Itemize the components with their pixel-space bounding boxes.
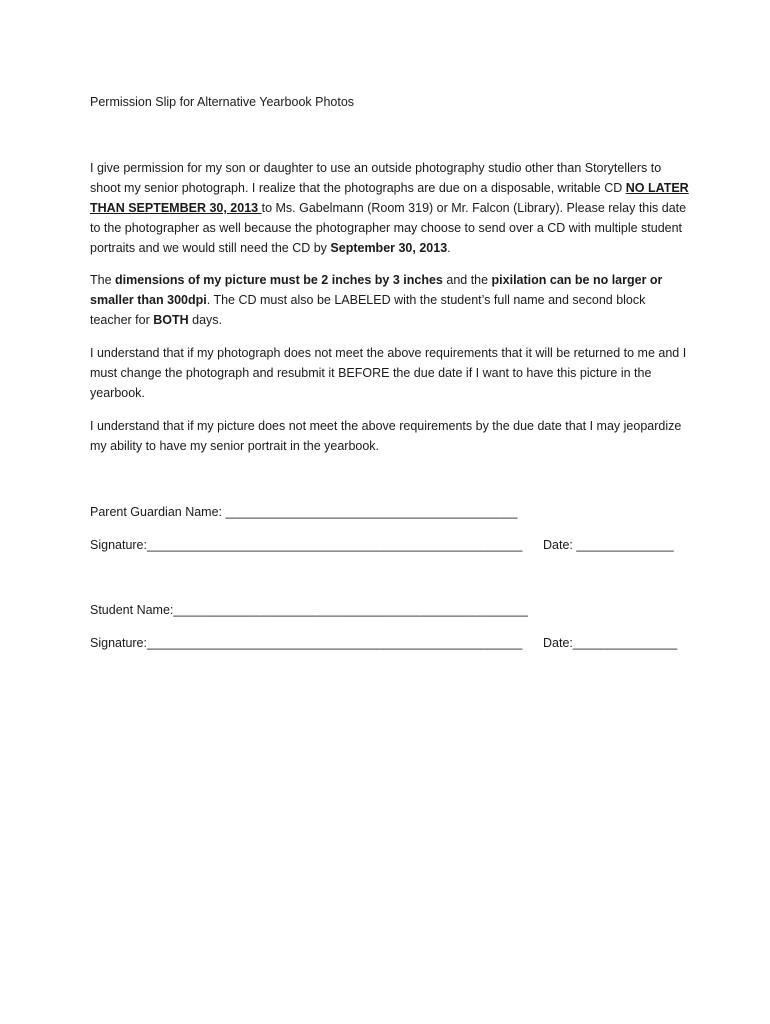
paragraph-return-policy: I understand that if my photograph does not meet the above requirements that it will be returned to me and I must change the photograph and resubmit it BEFORE the due date if I want to have this picture in the yearbook. (90, 346, 687, 400)
p2-pixilation-bold: pixilation can be no larger or smaller than 300dpi (90, 273, 663, 307)
p1-deadline-emphasis: NO LATER THAN SEPTEMBER 30, 2013 (90, 181, 689, 215)
p2-text-a: The (90, 273, 116, 287)
paragraph-requirements (90, 270, 690, 330)
p2-text-c: and the (442, 273, 492, 287)
student-name-field[interactable]: Student Name:___________________________________________________ (90, 603, 528, 617)
parent-signature-field[interactable]: Signature:______________________________________________________ (90, 538, 523, 552)
parent-guardian-name-field[interactable]: Parent Guardian Name: __________________________________________ (90, 505, 518, 519)
student-signature-field[interactable]: Signature:______________________________________________________ (90, 636, 523, 650)
p2-dimensions-bold: dimensions of my picture must be 2 inches by 3 inches (115, 273, 443, 287)
p1-date-bold: September 30, 2013 (330, 241, 448, 255)
p2-both-bold: BOTH (153, 313, 189, 327)
p1-text-c: to Ms. Gabelmann (Room 319) or Mr. Falcon (Library). Please relay this date to the photographer as well because the photographer may choose to send over a CD with multiple student portraits and we would still need the CD by (90, 201, 687, 255)
p1-text-e: . (447, 241, 451, 255)
paragraph-permission (90, 158, 690, 258)
p1-text-a: I give permission for my son or daughter to use an outside photography studio other than Storytellers to shoot my senior photograph. I realize that the photographs are due on a disposable, writable CD (90, 161, 662, 195)
paragraph-jeopardize: I understand that if my picture does not meet the above requirements by the due date that I may jeopardize my ability to have my senior portrait in the yearbook. (90, 419, 682, 453)
student-date-field[interactable]: Date:_______________ (543, 636, 678, 650)
parent-date-field[interactable]: Date: ______________ (543, 538, 674, 552)
p2-text-g: days. (188, 313, 223, 327)
document-title: Permission Slip for Alternative Yearbook Photos (90, 95, 355, 109)
p2-text-e: . The CD must also be LABELED with the student’s full name and second block teacher for (90, 293, 646, 327)
